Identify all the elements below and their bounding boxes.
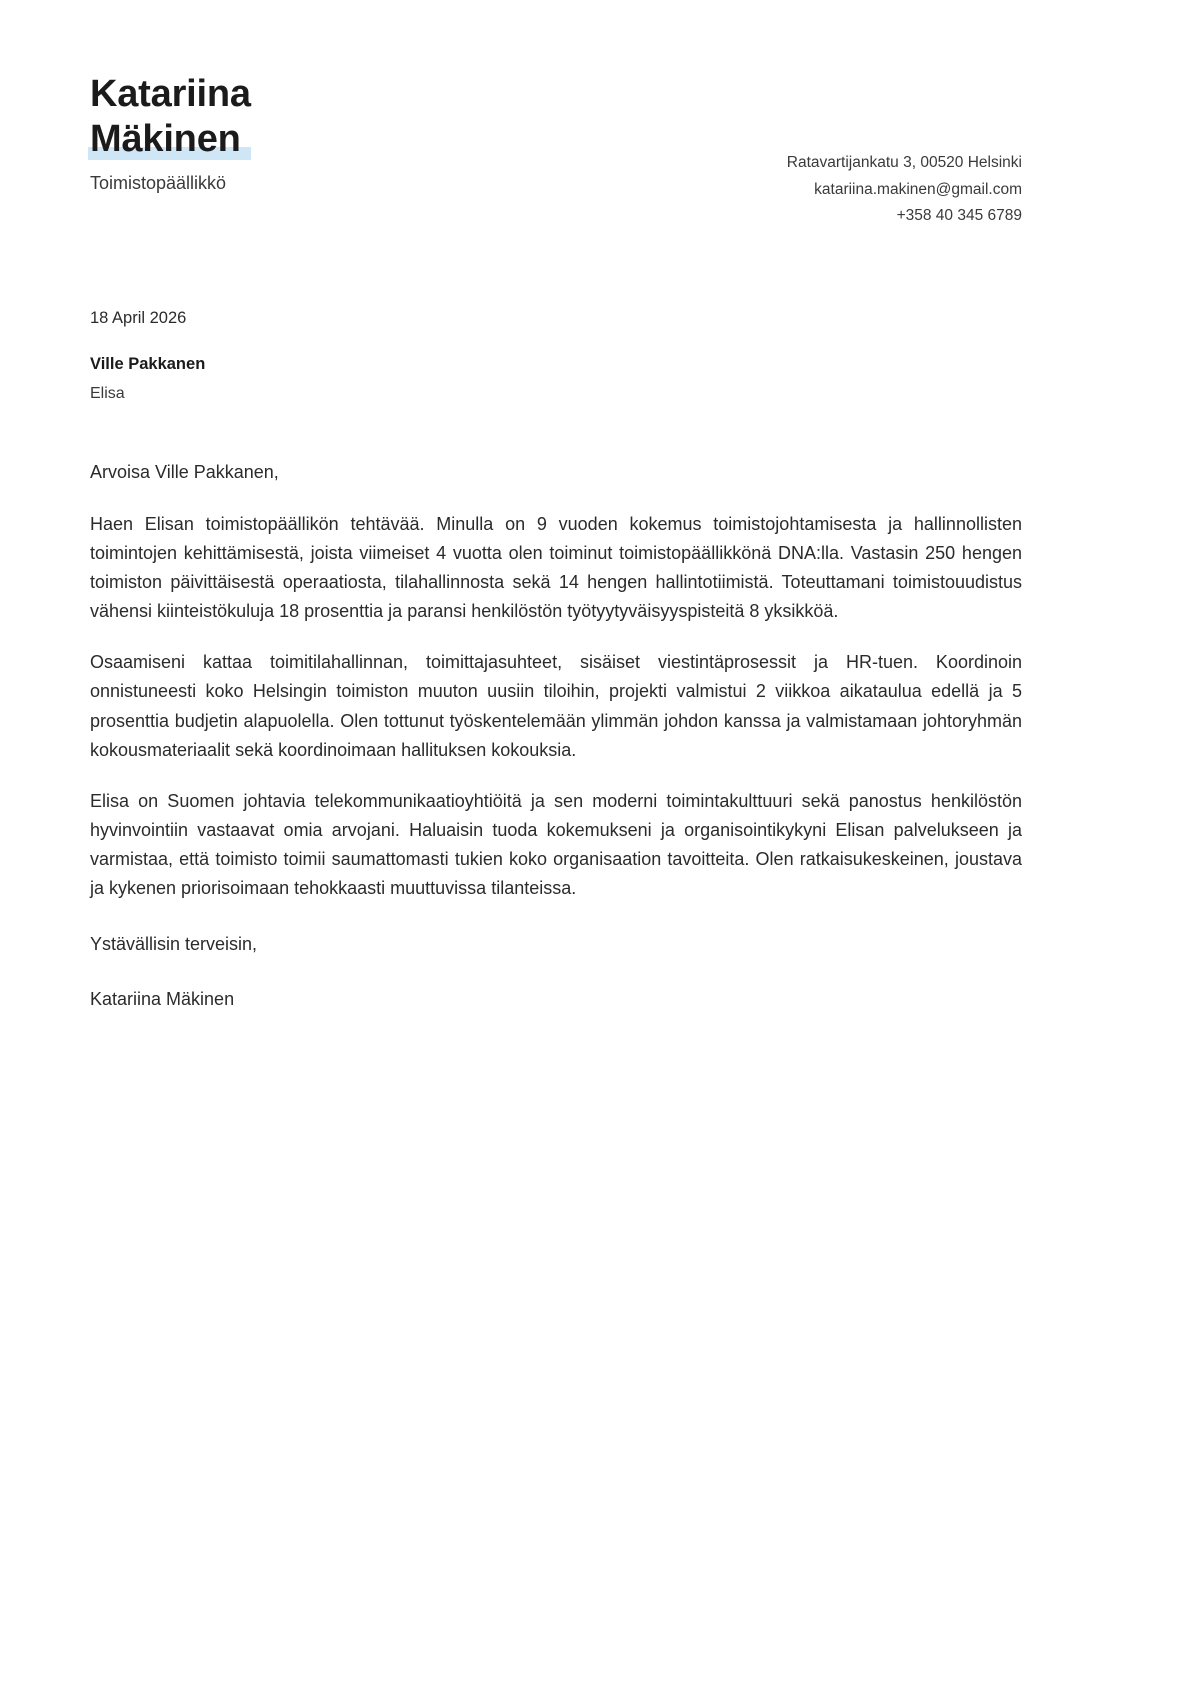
letter-paragraph-1: Haen Elisan toimistopäällikön tehtävää. Minulla on 9 vuoden kokemus toimistojohtamisesta ja hallinnollisten toimintojen kehittämisestä, joista viimeiset 4 vuotta olen toiminut toimistopäällikkönä DNA:lla. Vastasin 250 hengen toimiston päivittäisestä operaatiosta, tilahallinnosta sekä 14 hengen hallintotiimistä. Toteuttamani toimistouudistus vähensi kiinteistökuluja 18 prosenttia ja paransi henkilöstön työtyytyväisyyspisteitä 8 yksikköä. xyxy=(90,513,1022,622)
letter-paragraph-2: Osaamiseni kattaa toimitilahallinnan, toimittajasuhteet, sisäiset viestintäprosessit ja HR-tuen. Koordinoin onnistuneesti koko Helsingin toimiston muuton uusiin tiloihin, projekti valmistui 2 viikkoa aikataulua edellä ja 5 prosenttia budjetin alapuolella. Olen tottunut työskentelemään ylimmän johdon kanssa ja valmistamaan johtoryhmän kokousmateriaalit sekä koordinoimaan hallituksen kokouksia. xyxy=(90,652,1022,760)
identity-block xyxy=(90,72,510,195)
contact-phone[interactable]: +358 40 345 6789 xyxy=(896,207,1022,225)
applicant-last-name: Mäkinen xyxy=(90,117,241,160)
applicant-name xyxy=(90,72,510,162)
letter-signature: Katariina Mäkinen xyxy=(90,988,235,1009)
letter-sheet xyxy=(90,0,1022,1014)
contact-block xyxy=(787,72,1022,230)
applicant-first-name: Katariina xyxy=(90,73,251,115)
recipient-company: Elisa xyxy=(90,385,125,403)
letter-closing: Ystävällisin terveisin, xyxy=(90,933,258,954)
letter-salutation: Arvoisa Ville Pakkanen, xyxy=(90,462,279,483)
contact-email[interactable]: katariina.makinen@gmail.com xyxy=(814,180,1022,198)
letter-body xyxy=(90,458,1022,1013)
recipient-name: Ville Pakkanen xyxy=(90,354,206,373)
contact-address: Ratavartijankatu 3, 00520 Helsinki xyxy=(786,154,1022,171)
applicant-job-title: Toimistopäällikkö xyxy=(90,172,227,193)
letter-paragraph-3: Elisa on Suomen johtavia telekommunikaatioyhtiöitä ja sen moderni toimintakulttuuri sekä panostus henkilöstön hyvinvointiin vastaavat omia arvojani. Haluaisin tuoda kokemukseni ja organisointikykyni Elisan palvelukseen ja varmistaa, että toimisto toimii saumattomasti tukien koko organisaation tavoitteita. Olen ratkaisukeskeinen, joustava ja kykenen priorisoimaan tehokkaasti muuttuvissa tilanteissa. xyxy=(90,790,1022,899)
letter-meta xyxy=(90,306,1022,407)
letter-header xyxy=(90,0,1022,230)
applicant-last-name-wrap xyxy=(90,117,241,162)
letter-date: 18 April 2026 xyxy=(90,308,187,327)
